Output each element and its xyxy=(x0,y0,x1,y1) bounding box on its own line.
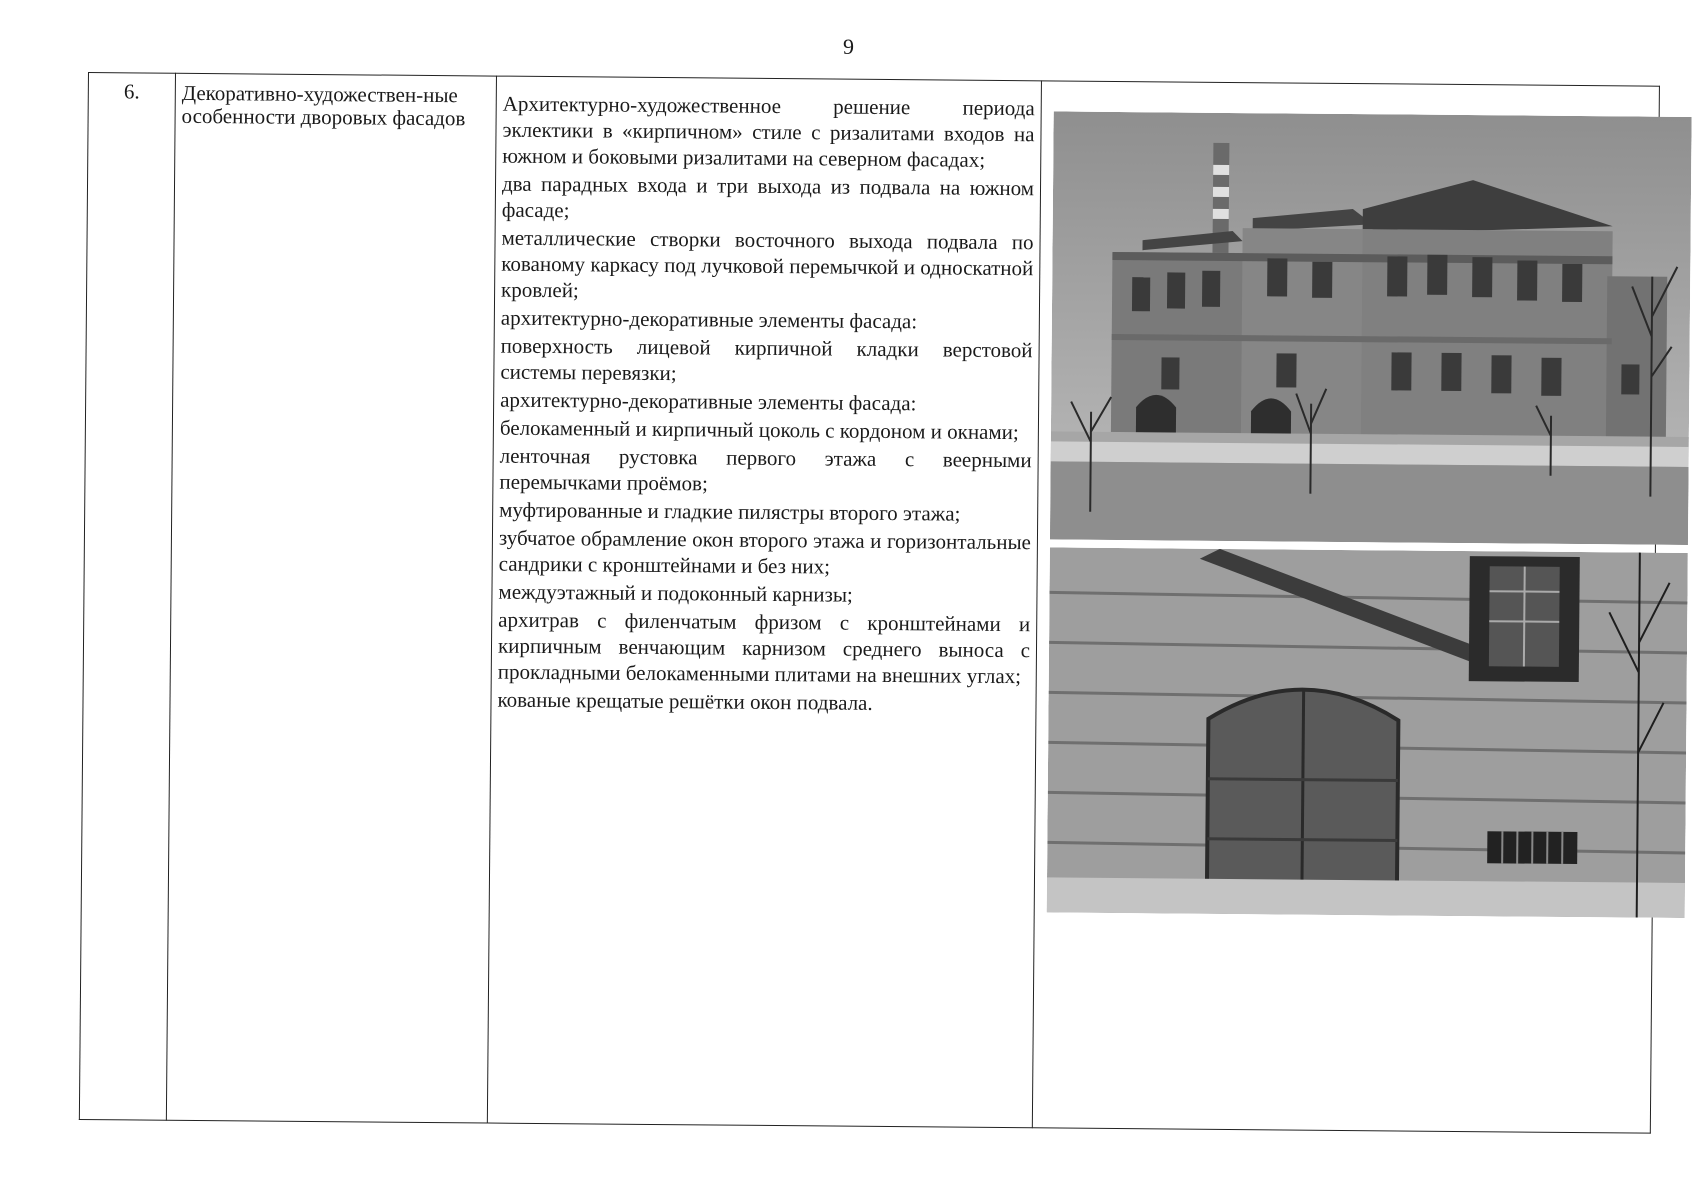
description-line: архитектурно-декоративные элементы фасада: xyxy=(500,387,917,416)
description-line: ленточная рустовка первого этажа с веерными перемычками проёмов; xyxy=(499,443,1032,496)
description-line: архитрав с филенчатым фризом с кронштейнами и кирпичным венчающим карнизом среднего выноса с прокладными белокаменными плитами на внешних углах; xyxy=(497,607,1031,689)
building-photo xyxy=(1050,111,1692,545)
description-line: муфтированные и гладкие пилястры второго этажа; xyxy=(499,497,961,526)
description-line: архитектурно-декоративные элементы фасада: xyxy=(500,305,918,334)
photo-cell xyxy=(1032,81,1659,1133)
description-line: белокаменный и кирпичный цоколь с кордоном и окнами; xyxy=(499,415,1019,445)
table-row xyxy=(79,73,1659,1134)
row-name: Декоративно-художествен-ные особенности дворовых фасадов xyxy=(166,73,496,1123)
description-line: междуэтажный и подоконный карнизы; xyxy=(498,579,853,607)
page-number: 9 xyxy=(843,34,854,59)
description-line: поверхность лицевой кирпичной кладки верстовой системы перевязки; xyxy=(500,333,1033,386)
row-number: 6. xyxy=(79,73,175,1121)
document-frame xyxy=(79,72,1660,1166)
cellar-door-photo xyxy=(1047,547,1688,918)
description-line: Архитектурно-художественное решение периода эклектики в «кирпичном» стиле с ризалитами входов на южном и боковыми ризалитами на северном фасадах; xyxy=(502,91,1035,172)
row-description xyxy=(487,76,1041,1128)
description-table xyxy=(79,72,1660,1134)
description-line: кованые крещатые решётки окон подвала. xyxy=(497,687,873,715)
description-line: два парадных входа и три выхода из подвала на южном фасаде; xyxy=(501,171,1035,223)
description-line: металлические створки восточного выхода подвала по кованому каркасу под лучковой перемычкой и односкатной кровлей; xyxy=(501,225,1034,303)
description-line: зубчатое обрамление окон второго этажа и горизонтальные сандрики с кронштейнами и без них; xyxy=(498,525,1032,579)
